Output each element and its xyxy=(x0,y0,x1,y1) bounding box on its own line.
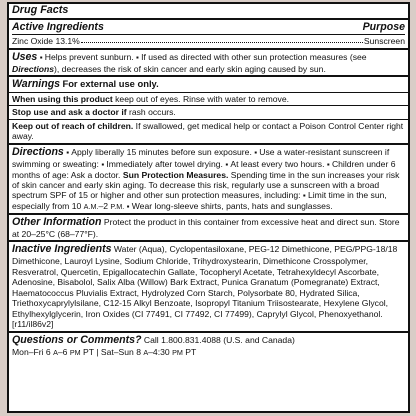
am-label: A xyxy=(143,347,149,357)
drug-facts-title: Drug Facts xyxy=(12,4,69,16)
direction-1: Apply liberally 15 minutes before sun exposure. xyxy=(71,146,252,157)
other-information-heading: Other Information xyxy=(12,216,102,229)
bullet: ▪ xyxy=(225,159,231,169)
direction-2: Use a water-resistant sunscreen if swimming or sweating: xyxy=(12,146,390,169)
uses-item-1: Helps prevent sunburn. xyxy=(44,51,134,62)
stop-use-text: rash occurs. xyxy=(126,107,176,118)
pm-label: PM xyxy=(69,347,81,357)
active-ingredient-row xyxy=(12,34,405,46)
bullet: ▪ xyxy=(254,147,260,157)
warnings-heading: Warnings xyxy=(12,77,61,90)
am-label: A xyxy=(53,347,58,357)
hours-weekend-end: –4:30 xyxy=(148,346,173,357)
stop-use-label: Stop use and ask a doctor if xyxy=(12,107,127,118)
direction-4: At least every two hours. xyxy=(230,158,325,169)
uses-directions-ref: Directions xyxy=(12,63,55,74)
bullet: ▪ xyxy=(326,159,332,169)
when-using-section xyxy=(9,92,408,105)
sun-protection-label: Sun Protection Measures. xyxy=(122,169,229,180)
active-header-row xyxy=(12,21,405,34)
inactive-ingredients-heading: Inactive Ingredients xyxy=(12,243,112,256)
other-information-text: Protect the product in this container from excessive heat and direct sun. Store at 20–25°C (68–77°F). xyxy=(12,217,400,239)
bullet: ▪ xyxy=(302,191,308,201)
inactive-ingredients-section xyxy=(9,240,408,330)
phone-text: Call 1.800.831.4088 (U.S. and Canada) xyxy=(141,334,295,345)
warnings-section xyxy=(9,75,408,92)
when-using-text: keep out of eyes. Rinse with water to remove. xyxy=(112,93,289,104)
clothing-text: Wear long-sleeve shirts, pants, hats and sunglasses. xyxy=(131,201,333,212)
bullet: ▪ xyxy=(126,202,132,212)
uses-heading: Uses xyxy=(12,50,38,63)
hours-timezone: PT xyxy=(182,346,197,357)
pm-label: PM xyxy=(172,347,183,357)
keep-out-text: If swallowed, get medical help or contact a Poison Control Center right away. xyxy=(12,120,404,142)
external-use-text: For external use only. xyxy=(62,77,159,89)
directions-heading: Directions xyxy=(12,145,64,158)
am-label: A.M. xyxy=(83,202,99,212)
inactive-ingredients-text: Water (Aqua), Cyclopentasiloxane, PEG-12 Dimethicone, PEG/PPG-18/18 Dimethicone, Lauroyl Lysine, Sodium Chloride, Trihydroxystearin, Dimethicone Crosspolymer, Resveratrol, Quercetin, Epigallocatechin Gallate, Tocopheryl Acetate, Tetrahexyldecyl Ascorbate, Adenosine, Bisabolol, Salix Alba (Willow) Bark Extract, Punica Granatum (Pomegranate) Extract, Haematococcus Pluvialis Extract, Hydrolyzed Corn Starch, Polysorbate 80, Hydrated Silica, Triethoxycaprylylsilane, C12-15 Alkyl Benzoate, Isopropyl Titanium Triisostearate, Hexylene Glycol, Ethylhexylglycerin, Iron Oxides (CI 77491, CI 77492, CI 77499), Caprylyl Glycol, Phenoxyethanol. xyxy=(12,244,398,319)
limit-time-mid: –2 xyxy=(98,201,111,212)
keep-out-label: Keep out of reach of children. xyxy=(12,120,134,131)
active-ingredient-name: Zinc Oxide 13.1% xyxy=(12,36,80,47)
hours-weekday-end: –6 xyxy=(57,346,70,357)
limit-time-text: Limit time in the sun, especially from 10 xyxy=(12,190,387,212)
questions-section xyxy=(9,331,408,359)
uses-item-2a: If used as directed with other sun protection measures (see xyxy=(141,51,367,62)
directions-section xyxy=(9,143,408,213)
hours-line xyxy=(12,347,405,358)
keep-out-section xyxy=(9,119,408,143)
hours-weekend-start: PT | Sat–Sun 8 xyxy=(80,346,144,357)
bullet: ▪ xyxy=(101,159,107,169)
uses-section xyxy=(9,48,408,75)
when-using-label: When using this product xyxy=(12,93,113,104)
purpose-heading: Purpose xyxy=(362,21,405,34)
questions-heading: Questions or Comments? xyxy=(12,333,142,346)
active-ingredients-section xyxy=(9,18,408,47)
bullet: ▪ xyxy=(136,52,142,62)
active-ingredients-heading: Active Ingredients xyxy=(12,21,104,34)
pm-label: P.M. xyxy=(110,202,125,212)
hours-weekday-start: Mon–Fri 6 xyxy=(12,346,54,357)
direction-3: Immediately after towel drying. xyxy=(106,158,223,169)
bullet: ▪ xyxy=(39,52,45,62)
sun-protection-text: Spending time in the sun increases your risk of skin cancer and early skin aging. To decrease this risk, regularly use a sunscreen with a broad spectrum SPF of 15 or higher and other sun protection measures, including: xyxy=(12,169,400,201)
direction-5: Children under 6 months of age: Ask a doctor. xyxy=(12,158,396,180)
bullet: ▪ xyxy=(66,147,72,157)
active-ingredient-purpose: Sunscreen xyxy=(363,36,405,47)
stop-use-section xyxy=(9,105,408,118)
formula-code: [r11/il86v2] xyxy=(12,319,54,330)
dotted-leader xyxy=(81,42,363,43)
drug-facts-panel xyxy=(7,2,410,413)
other-information-section xyxy=(9,213,408,240)
uses-item-2b: ), decreases the risk of skin cancer and early skin aging caused by sun. xyxy=(54,63,326,74)
